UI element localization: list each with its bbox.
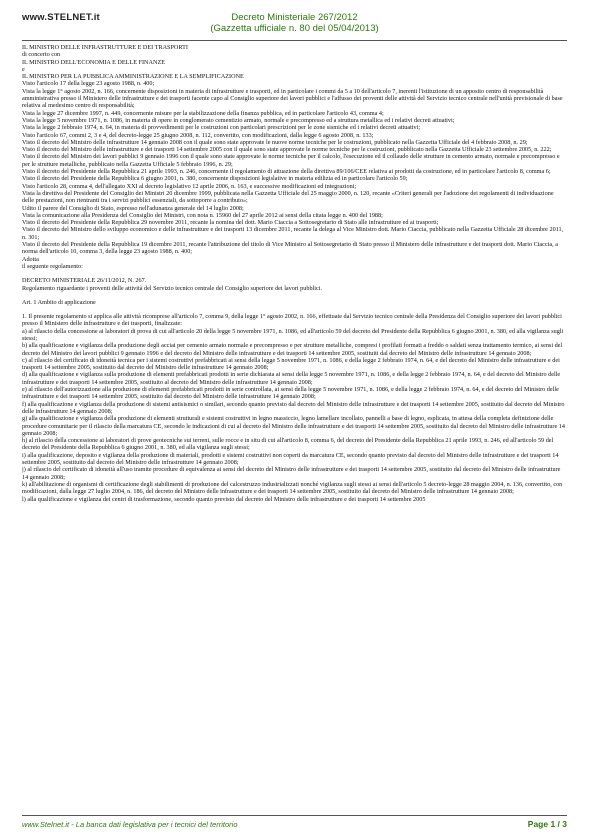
article-paragraph: i) alla qualificazione, deposito e vigilanza della produzione di materiali, prodotti e sistemi costruttivi non coperti da marcatura CE, secondo quanto previsto dal decreto del Ministro delle infrastrutture e dei trasporti 14 settembre 2005, sostituito dal decreto del Ministro delle infrastrutture 14 gennaio 2008; bbox=[22, 451, 559, 467]
article-paragraph: h) al rilascio della concessione ai laboratori di prove geotecniche sui terreni, sulle rocce e in situ di cui all'articolo 8, comma 6, del decreto del Presidente della Repubblica 21 aprile 1993, n. 246, ed all'articolo 59 del decreto del Presidente della Repubblica 6 giugno 2001, n. 380, ed alla vigilanza sugli stessi; bbox=[22, 437, 554, 452]
preamble-block bbox=[22, 80, 567, 270]
article-paragraph: d) alla qualificazione e vigilanza sulla produzione di elementi prefabbricati prodotti in serie dichiarata ai sensi della legge 5 novembre 1971, n. 1086, e della legge 2 febbraio 1974, n. 64, e del decreto del Ministro delle infrastrutture e dei trasporti 14 settembre 2005, sostituito al decreto del Ministro delle infrastrutture 14 gennaio 2008; bbox=[22, 371, 561, 386]
preamble-paragraph: Udito il parere del Consiglio di Stato, espresso nell'adunanza generale del 14 luglio 2008; bbox=[22, 204, 244, 212]
preamble-paragraph: Visto il decreto del Ministro dello sviluppo economico e delle infrastrutture e dei trasporti 13 dicembre 2011, recante la delega al Vice Ministro dott. Mario Ciaccia, pubblicato nella Gazzetta Ufficiale 28 dicembre 2011, n. 301; bbox=[22, 226, 564, 241]
article-title: Art. 1 Ambito di applicazione bbox=[22, 298, 96, 306]
preamble-paragraph: Visto il decreto del Ministro dei lavori pubblici 9 gennaio 1996 con il quale sono state approvate le norme tecniche per il calcolo, l'esecuzione ed il collaudo delle strutture in cemento armato, normale e precompresso e per le strutture metalliche, pubblicato nella Gazzetta Ufficiale 5 febbraio 1996, n. 29; bbox=[22, 153, 560, 168]
article-paragraph: k) all'abilitazione di organismi di certificazione degli stabilimenti di produzione del calcestruzzo industrializzati nonché vigilanza sugli stessi ai sensi dell'articolo 5 decreto-legge 28 maggio 2004, n. 136, convertito, con modificazioni, dalla legge 27 luglio 2004, n. 186, del decreto del Ministro delle infrastrutture e dei trasporti 14 settembre 2005, sostituito dal decreto del Ministro delle infrastrutture 14 gennaio 2008; bbox=[22, 480, 563, 496]
article-paragraph: f) alla qualificazione e vigilanza della produzione di sistemi antisismici o similari, secondo quanto previsto dal decreto del Ministro delle infrastrutture e dei trasporti 14 settembre 2005, sostituito dal decreto del Ministro delle infrastrutture 14 gennaio 2008; bbox=[22, 400, 565, 415]
intro-line: di concerto con bbox=[22, 51, 61, 59]
document-title-line-1: Decreto Ministeriale 267/2012 bbox=[231, 12, 358, 23]
document-title bbox=[22, 12, 567, 34]
preamble-paragraph: Visto il decreto del Presidente della Repubblica 19 dicembre 2011, recante l'attribuzione del titolo di Vice Ministro al Sottosegretario di Stato presso il Ministero delle infrastrutture e dei trasporti dott. Mario Ciaccia, a norma dell'articolo 10, comma 3, della legge 23 agosto 1988, n. 400; bbox=[22, 241, 558, 256]
spacer bbox=[22, 306, 567, 313]
preamble-paragraph: Visto l'articolo 17 della legge 23 agosto 1988, n. 400; bbox=[22, 80, 155, 88]
preamble-paragraph: Visto il decreto del Presidente della Repubblica 6 giugno 2001, n. 380, concernente disposizioni legislative in materia edilizia ed in particolare l'articolo 59; bbox=[22, 175, 408, 183]
decree-subtitle: Regolamento riguardante i proventi delle attività del Servizio tecnico centrale del Consiglio superiore dei lavori pubblici. bbox=[22, 284, 323, 292]
article-paragraph: j) al rilascio del certificato di idoneità all'uso tramite procedure di equivalenza ai sensi del decreto del Ministro delle infrastrutture e dei trasporti 14 settembre 2005, sostituito dal decreto del Ministro delle infrastrutture 14 gennaio 2008; bbox=[22, 466, 561, 481]
article-items bbox=[22, 313, 567, 503]
article-paragraph: e) al rilascio dell'autorizzazione alla produzione di elementi prefabbricati prodotti in serie controllata, ai sensi della legge 5 novembre 1971, n. 1086, e della legge 2 febbraio 1974, n. 64, e del decreto del Ministro delle infrastrutture e dei trasporti 14 settembre 2005, sostituito dal decreto del Ministro delle infrastrutture 14 gennaio 2008; bbox=[22, 386, 559, 401]
preamble-paragraph: Visto il decreto del Presidente della Repubblica 21 aprile 1993, n. 246, concernente il regolamento di attuazione della direttiva 89/106/CEE relativa ai prodotti da costruzione, ed in particolare l'articolo 8, comma 6; bbox=[22, 168, 551, 176]
article-paragraph: l) alla qualificazione e vigilanza dei centri di trasformazione, secondo quanto previsto dal decreto del Ministro delle infrastrutture e dei trasporti 14 settembre 2005 bbox=[22, 495, 426, 503]
preamble-paragraph: Vista la legge 2 febbraio 1974, n. 64, in materia di provvedimenti per le costruzioni con particolari prescrizioni per le zone sismiche ed i relativi decreti attuativi; bbox=[22, 124, 421, 132]
intro-line: IL MINISTRO PER LA PUBBLICA AMMINISTRAZIONE E LA SEMPLIFICAZIONE bbox=[22, 73, 244, 81]
intro-line: e bbox=[22, 65, 25, 73]
preamble-paragraph: Visto il decreto del Ministro delle infrastrutture 14 gennaio 2008 con il quale sono state approvate le nuove norme tecniche per le costruzioni, pubblicato nella Gazzetta Ufficiale del 4 febbraio 2008, n. 29; bbox=[22, 138, 528, 146]
preamble-paragraph: Vista la legge 1° agosto 2002, n. 166, concernente disposizioni in materia di infrastrutture e trasporti, ed in particolare i commi da 5 a 10 dell'articolo 7, inerenti l'istituzione di un apposito centro di responsabilità amministrativa presso il Ministero delle infrastrutture e dei trasporti facente capo al Consiglio superiore dei lavori pubblici e l'affusso dei proventi delle attività del Servizio tecnico centrale nell'unità previsionale di base relativa al medesimo centro di responsabilità; bbox=[22, 87, 563, 110]
site-brand[interactable]: www.STELNET.it bbox=[22, 12, 100, 23]
article-paragraph: g) alla qualificazione e vigilanza della produzione di elementi strutturali e sistemi costruttivi in legno massiccio, legno lamellare incollato, pannelli a base di legno, esplicata, in attesa della completa definizione delle procedure comunitarie per il rilascio della marcatura CE, secondo le indicazioni di cui al decreto del Ministro delle infrastrutture e dei trasporti 14 settembre 2005, sostituito dal decreto del Ministro delle infrastrutture 14 gennaio 2008; bbox=[22, 415, 565, 437]
spacer bbox=[22, 270, 567, 277]
preamble-paragraph: Vista la legge 27 dicembre 1997, n. 449, concernente misure per la stabilizzazione della finanza pubblica, ed in particolare l'articolo 43, comma 4; bbox=[22, 109, 384, 117]
intro-block bbox=[22, 44, 567, 80]
footer-text: www.Stelnet.it - La banca dati legislativa per i tecnici del territorio bbox=[22, 820, 238, 829]
preamble-paragraph: Visto il decreto del Presidente della Repubblica 29 novembre 2011, recante la nomina del dott. Mario Ciaccia a Sottosegretario di Stato alle infrastrutture ed ai trasporti; bbox=[22, 219, 439, 227]
page-number: Page 1 / 3 bbox=[527, 819, 567, 829]
document-title-line-2: (Gazzetta ufficiale n. 80 del 05/04/2013) bbox=[210, 23, 379, 34]
intro-line: IL MINISTRO DELLE INFRASTRUTTURE E DEI TRASPORTI bbox=[22, 44, 188, 51]
page-footer bbox=[22, 818, 567, 832]
preamble-paragraph: Visto il decreto del Ministro delle infrastrutture e dei trasporti 14 settembre 2005 con il quale sono state approvate le norme tecniche per le costruzioni, pubblicato nella Gazzetta Ufficiale 23 settembre 2005, n. 222; bbox=[22, 146, 552, 154]
article-paragraph: 1. Il presente regolamento si applica alle attività ricomprese all'articolo 7, comma 9, della legge 1° agosto 2002, n. 166, effettuate dal Servizio tecnico centrale della Presidenza del Consiglio superiore dei lavori pubblici presso il Ministero delle infrastrutture e dei trasporti, finalizzate: bbox=[22, 313, 562, 328]
spacer bbox=[22, 292, 567, 299]
intro-line: IL MINISTRO DELL'ECONOMIA E DELLE FINANZE bbox=[22, 58, 166, 66]
preamble-paragraph: Adotta bbox=[22, 255, 39, 263]
document-body bbox=[22, 44, 567, 812]
preamble-paragraph: Vista la legge 5 novembre 1971, n. 1086, in materia di opere in conglomerato cementizio armato, normale e precompresso ed a struttura metallica ed i relativi decreti attuativi; bbox=[22, 116, 455, 124]
article-paragraph: a) al rilascio della concessione ai laboratori di prova di cui all'articolo 20 della legge 5 novembre 1971, n. 1086, ed all'articolo 59 del decreto del Presidente della Repubblica 6 giugno 2001, n. 380, ed alla vigilanza sugli stessi; bbox=[22, 327, 564, 342]
preamble-paragraph: Vista la comunicazione alla Presidenza del Consiglio dei Ministri, con nota n. 15960 del 27 aprile 2012 ai sensi della citata legge n. 400 del 1988; bbox=[22, 211, 383, 219]
article-paragraph: b) alla qualificazione e vigilanza della produzione degli acciai per cemento armato normale e precompresso e per strutture metalliche, compresi i profilati formati a freddo o saldati senza trattamento termico, ai sensi del decreto del Ministro dei lavori pubblici 9 gennaio 1996 e del decreto del Ministro delle infrastrutture e dei trasporti 14 settembre 2005, sostituiti dal decreto del Ministro delle infrastrutture 14 gennaio 2008; bbox=[22, 342, 563, 357]
article-paragraph: c) al rilascio del certificato di idoneità tecnica per i sistemi costruttivi prefabbricati ai sensi della legge 5 novembre 1971, n. 1086, e della legge 2 febbraio 1974, n. 64, e del decreto del Ministro delle infrastrutture e dei trasporti 14 settembre 2005, sostituito dal decreto del Ministro delle infrastrutture 14 gennaio 2008; bbox=[22, 356, 560, 372]
footer-divider bbox=[22, 815, 567, 816]
preamble-paragraph: Visto l'articolo 28, comma 4, dell'allegato XXI al decreto legislativo 12 aprile 2006, n. 163, e successive modificazioni ed integrazioni; bbox=[22, 182, 357, 190]
page-header bbox=[22, 10, 567, 44]
header-divider bbox=[22, 40, 567, 41]
decree-title: DECRETO MINISTERIALE 26/11/2012, N. 267. bbox=[22, 277, 147, 285]
preamble-paragraph: Vista la direttiva del Presidente del Consiglio dei Ministri 20 dicembre 1999, pubblicata nella Gazzetta Ufficiale del 25 maggio 2000, n. 120, recante «Criteri generali per l'adozione dei regolamenti di individuazione delle prestazioni, non rientranti tra i servizi pubblici essenziali, da sottoporre a contributo»; bbox=[22, 189, 554, 205]
preamble-paragraph: Visto l'articolo 67, commi 2, 3 e 4, del decreto-legge 25 giugno 2008, n. 112, convertito, con modificazioni, dalla legge 6 agosto 2008, n. 133; bbox=[22, 131, 374, 139]
preamble-paragraph: il seguente regolamento: bbox=[22, 262, 83, 270]
